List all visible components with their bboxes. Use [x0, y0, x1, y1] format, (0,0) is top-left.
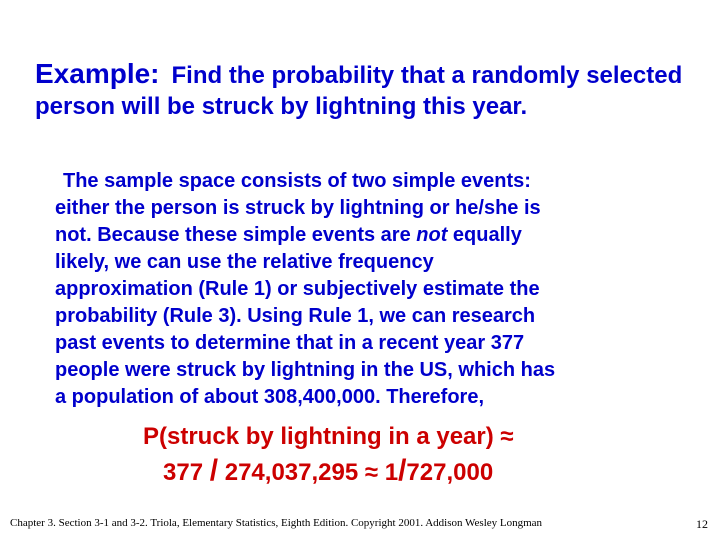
- formula-denominator: 274,037,295: [224, 459, 359, 486]
- explanation-line: likely, we can use the relative frequency: [55, 251, 434, 273]
- page-number: 12: [696, 517, 708, 531]
- explanation-line: probability (Rule 3). Using Rule 1, we can research: [55, 305, 536, 327]
- example-label: Example:: [35, 58, 160, 89]
- explanation-line: The sample space consists of two simple events:: [63, 170, 531, 192]
- formula-numerator: 377: [163, 459, 204, 486]
- explanation-line: approximation (Rule 1) or subjectively estimate the: [55, 278, 540, 300]
- explanation-line: a population of about 308,400,000. Therefore,: [55, 386, 484, 408]
- formula-line-1: P(struck by lightning in a year) ≈: [143, 423, 514, 450]
- formula-result-denominator: 727,000: [406, 459, 494, 486]
- formula-slash: /: [209, 454, 219, 487]
- explanation-line-part: equally: [447, 224, 522, 246]
- formula-one: 1: [384, 459, 399, 486]
- example-question: Find the probability that a randomly selected person will be struck by lightning this year.: [35, 62, 683, 120]
- explanation-line: past events to determine that in a recent year 377: [55, 332, 525, 354]
- explanation-line: people were struck by lightning in the US, which has: [55, 359, 556, 381]
- formula-line-2: [143, 454, 663, 490]
- footer-citation: Chapter 3. Section 3-1 and 3-2. Triola, Elementary Statistics, Eighth Edition. Copyright 2001. Addison Wesley Longman: [10, 517, 543, 529]
- formula-slash-2: /: [398, 454, 407, 487]
- explanation-line: [55, 222, 695, 249]
- explanation-line-part: not. Because these simple events are: [55, 224, 417, 246]
- example-heading: [35, 58, 705, 122]
- emphasis-not: not: [416, 224, 448, 246]
- approx-symbol: ≈: [364, 459, 379, 486]
- probability-formula: [143, 420, 663, 490]
- explanation-paragraph: [55, 168, 695, 411]
- explanation-line: either the person is struck by lightning or he/she is: [55, 197, 541, 219]
